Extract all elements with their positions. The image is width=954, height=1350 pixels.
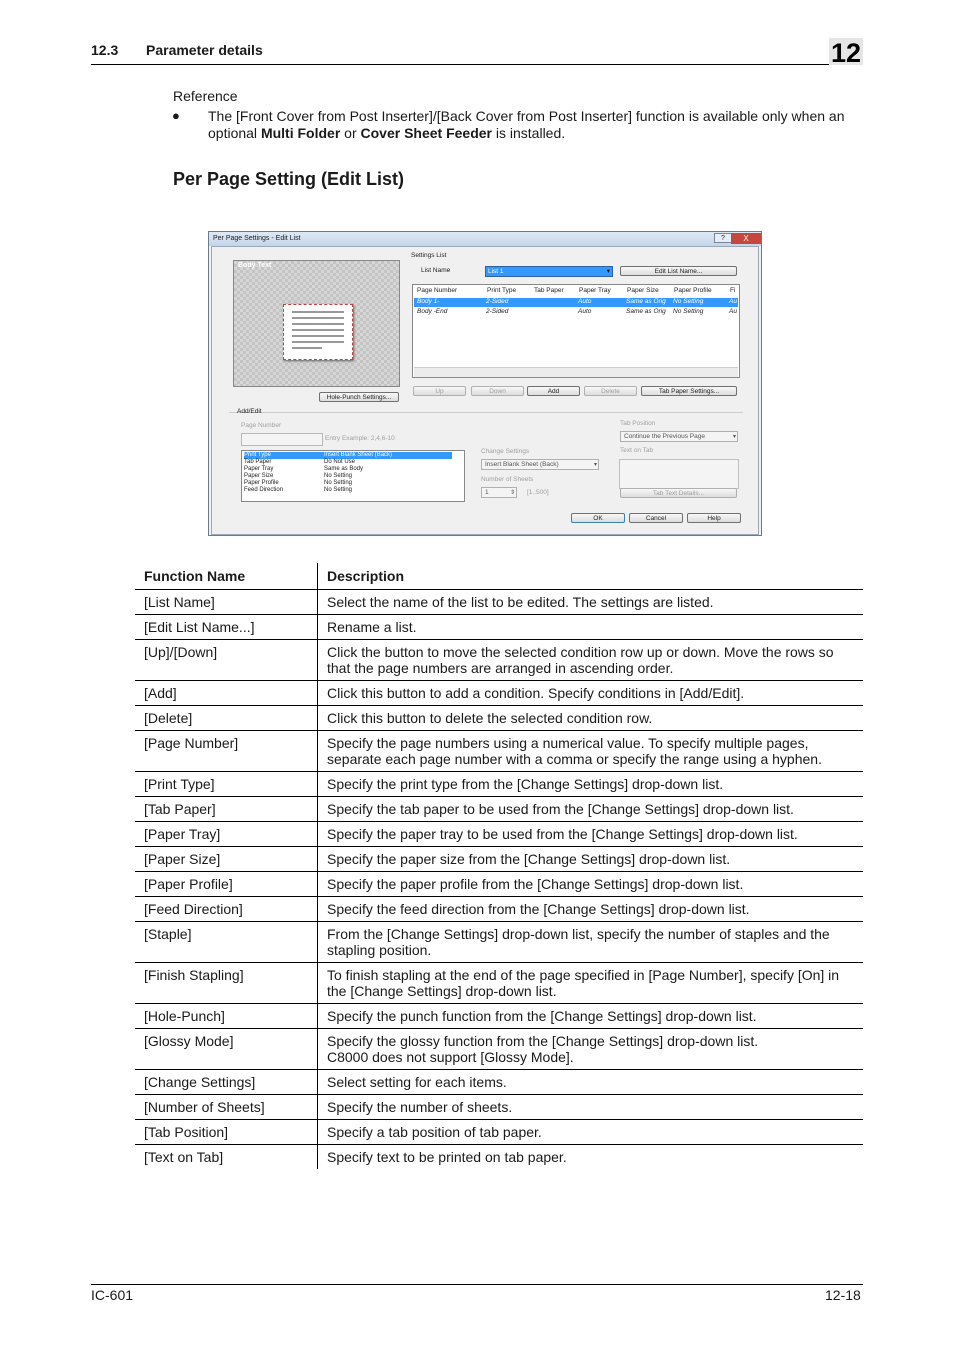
function-name-cell: [Hole-Punch]: [135, 1004, 318, 1029]
description-cell: To finish stapling at the end of the page specified in [Page Number], specify [On] in the [Change Settings] drop-down list.: [318, 963, 864, 1004]
list-item[interactable]: [244, 452, 452, 459]
item-name: Print Type: [244, 452, 271, 458]
table-row: [135, 897, 863, 922]
function-name-cell: [Finish Stapling]: [135, 963, 318, 1004]
table-row: [135, 922, 863, 963]
column-header: Description: [318, 563, 864, 590]
item-value: No Setting: [324, 487, 353, 493]
help-button[interactable]: Help: [687, 513, 741, 523]
reference-text-part: or: [340, 125, 361, 141]
table-row: [135, 822, 863, 847]
bullet-icon: ●: [172, 108, 180, 123]
function-name-cell: [Up]/[Down]: [135, 640, 318, 681]
grid-cell: Au: [729, 298, 737, 305]
footer-rule: [91, 1284, 863, 1285]
tab-position-select[interactable]: [620, 431, 738, 442]
description-cell: Click this button to add a condition. Specify conditions in [Add/Edit].: [318, 681, 864, 706]
grid-row[interactable]: [414, 308, 738, 317]
function-name-cell: [Glossy Mode]: [135, 1029, 318, 1070]
help-icon[interactable]: ?: [714, 233, 732, 243]
description-cell: Specify a tab position of tab paper.: [318, 1120, 864, 1145]
table-row: [135, 797, 863, 822]
table-row: [135, 706, 863, 731]
description-cell: Click the button to move the selected condition row up or down. Move the rows so that the page numbers are arranged in ascending order.: [318, 640, 864, 681]
function-name-cell: [Change Settings]: [135, 1070, 318, 1095]
close-icon[interactable]: X: [731, 233, 761, 244]
chevron-down-icon: ▾: [732, 434, 736, 440]
description-cell: Specify the page numbers using a numerical value. To specify multiple pages, separate each page number with a comma or specify the range using a hyphen.: [318, 731, 864, 772]
table-row: [135, 615, 863, 640]
number-of-sheets-label: Number of Sheets: [481, 476, 534, 483]
list-item[interactable]: [244, 487, 452, 494]
table-row: [135, 847, 863, 872]
table-row: [135, 1070, 863, 1095]
list-item[interactable]: [244, 459, 452, 466]
item-value: No Setting: [324, 473, 353, 479]
entry-example-text: Entry Example: 2,4,6-10: [325, 435, 395, 442]
setting-items-list[interactable]: [241, 450, 465, 502]
table-row: [135, 772, 863, 797]
description-cell: Specify the paper size from the [Change Settings] drop-down list.: [318, 847, 864, 872]
grid-cell: No Setting: [673, 298, 704, 305]
function-name-cell: [Delete]: [135, 706, 318, 731]
item-value: Do Not Use: [324, 459, 356, 465]
description-cell: Select setting for each items.: [318, 1070, 864, 1095]
number-of-sheets-value: 1: [485, 489, 489, 496]
settings-list-label: Settings List: [411, 252, 447, 259]
reference-text-part: is installed.: [492, 125, 566, 141]
reference-text-part: The [Front Cover from Post Inserter]/[Back Cover from Post Inserter] function is available only when an optional: [208, 108, 845, 141]
text-on-tab-input[interactable]: [619, 459, 739, 489]
chevron-down-icon: ▾: [606, 268, 610, 275]
chevron-down-icon: ▾: [593, 462, 597, 468]
function-name-cell: [List Name]: [135, 590, 318, 615]
hole-punch-settings-button[interactable]: Hole-Punch Settings...: [319, 392, 399, 402]
grid-column-header: Page Number: [417, 287, 458, 294]
reference-bold: Multi Folder: [260, 125, 341, 141]
grid-column-header: Tab Paper: [534, 287, 564, 294]
description-cell: Specify the punch function from the [Change Settings] drop-down list.: [318, 1004, 864, 1029]
description-cell: From the [Change Settings] drop-down list, specify the number of staples and the stapling position.: [318, 922, 864, 963]
list-name-value: List 1: [488, 268, 504, 275]
grid-column-header: Print Type: [487, 287, 517, 294]
function-name-cell: [Print Type]: [135, 772, 318, 797]
description-cell: Specify the paper profile from the [Change Settings] drop-down list.: [318, 872, 864, 897]
change-settings-select[interactable]: [481, 459, 599, 470]
add-button[interactable]: Add: [527, 386, 580, 396]
delete-button[interactable]: Delete: [584, 386, 637, 396]
grid-cell: Body 1-: [417, 298, 440, 305]
tab-position-value: Continue the Previous Page: [624, 433, 705, 440]
function-name-cell: [Tab Position]: [135, 1120, 318, 1145]
function-table: [135, 563, 863, 1169]
reference-label: Reference: [173, 88, 238, 104]
item-name: Feed Direction: [244, 487, 284, 493]
edit-list-name-button[interactable]: Edit List Name...: [620, 266, 737, 276]
tab-paper-settings-button[interactable]: Tab Paper Settings...: [641, 386, 737, 396]
description-cell: Specify the print type from the [Change Settings] drop-down list.: [318, 772, 864, 797]
section-number: 12.3: [91, 42, 119, 58]
add-edit-label: Add/Edit: [237, 408, 262, 415]
list-item[interactable]: [244, 466, 452, 473]
list-item[interactable]: [244, 473, 452, 480]
grid-cell: Body -End: [417, 308, 448, 315]
table-row: [135, 872, 863, 897]
page-number-label: Page Number: [241, 422, 282, 429]
grid-column-header: Paper Tray: [579, 287, 611, 294]
function-name-cell: [Paper Tray]: [135, 822, 318, 847]
grid-cell: Auto: [578, 308, 592, 315]
chapter-number-badge: 12: [830, 38, 862, 68]
item-name: Paper Profile: [244, 480, 279, 486]
spinner-arrows-icon: ⇕: [509, 490, 515, 496]
text-on-tab-label: Text on Tab: [620, 447, 654, 454]
table-body: [135, 590, 863, 1170]
grid-cell: Same as Orig: [626, 308, 666, 315]
number-of-sheets-range: [1..500]: [527, 489, 549, 496]
function-name-cell: [Staple]: [135, 922, 318, 963]
table-row: [135, 590, 863, 615]
number-of-sheets-stepper[interactable]: [481, 487, 517, 498]
function-name-cell: [Text on Tab]: [135, 1145, 318, 1170]
item-name: Paper Size: [244, 473, 274, 479]
table-row: [135, 963, 863, 1004]
grid-cell: Same as Orig: [626, 298, 666, 305]
item-name: Tab Paper: [244, 459, 272, 465]
function-name-cell: [Paper Size]: [135, 847, 318, 872]
item-value: Insert Blank Sheet (Back): [324, 452, 393, 458]
function-name-cell: [Paper Profile]: [135, 872, 318, 897]
preview-label: Body Text: [238, 262, 272, 269]
grid-row[interactable]: [414, 298, 738, 307]
reference-bold: Cover Sheet Feeder: [360, 125, 492, 141]
preview-page-icon: [283, 304, 353, 360]
section-heading: Per Page Setting (Edit List): [173, 169, 405, 189]
per-page-settings-dialog: [208, 231, 762, 536]
table-row: [135, 1145, 863, 1170]
function-name-cell: [Add]: [135, 681, 318, 706]
table-row: [135, 1004, 863, 1029]
description-cell: Specify text to be printed on tab paper.: [327, 1149, 567, 1165]
function-name-cell: [Edit List Name...]: [135, 615, 318, 640]
item-value: No Setting: [324, 480, 353, 486]
table-header-row: [135, 563, 863, 590]
description-cell: Specify the paper tray to be used from the [Change Settings] drop-down list.: [318, 822, 864, 847]
page-number-input[interactable]: [241, 433, 323, 446]
table-row: [135, 1029, 863, 1070]
table-row: [135, 640, 863, 681]
table-row: [135, 1120, 863, 1145]
list-name-label: List Name: [421, 267, 451, 274]
up-button[interactable]: Up: [413, 386, 466, 396]
footer-product: IC-601: [91, 1287, 134, 1303]
tab-text-details-button[interactable]: Tab Text Details...: [620, 488, 737, 498]
table-row: [135, 731, 863, 772]
settings-grid: [412, 284, 740, 378]
dialog-titlebar: [209, 232, 761, 246]
grid-column-header: Paper Size: [627, 287, 659, 294]
function-name-cell: [Number of Sheets]: [135, 1095, 318, 1120]
description-cell: Specify the number of sheets.: [318, 1095, 864, 1120]
grid-cell: Au: [729, 308, 737, 315]
item-value: Same as Body: [324, 466, 364, 472]
page-number: 12-18: [825, 1287, 861, 1303]
description-cell: Click this button to delete the selected condition row.: [318, 706, 864, 731]
table-row: [135, 1095, 863, 1120]
description-cell: Select the name of the list to be edited. The settings are listed.: [318, 590, 864, 615]
function-name-cell: [Page Number]: [135, 731, 318, 772]
description-cell: Specify the tab paper to be used from the [Change Settings] drop-down list.: [318, 797, 864, 822]
down-button[interactable]: Down: [471, 386, 524, 396]
item-name: Paper Tray: [244, 466, 274, 472]
grid-cell: 2-Sided: [486, 308, 509, 315]
grid-horizontal-scrollbar[interactable]: [414, 367, 738, 377]
cancel-button[interactable]: Cancel: [629, 513, 683, 523]
dialog-title: Per Page Settings - Edit List: [213, 235, 301, 242]
grid-cell: 2-Sided: [486, 298, 509, 305]
section-title: Parameter details: [146, 42, 263, 58]
list-item[interactable]: [244, 480, 452, 487]
change-settings-value: Insert Blank Sheet (Back): [485, 461, 559, 468]
function-name-cell: [Tab Paper]: [135, 797, 318, 822]
description-cell: Specify the feed direction from the [Change Settings] drop-down list.: [318, 897, 864, 922]
ok-button[interactable]: OK: [571, 513, 625, 523]
function-name-cell: [Feed Direction]: [135, 897, 318, 922]
description-cell: Rename a list.: [318, 615, 864, 640]
grid-cell: No Setting: [673, 308, 704, 315]
grid-cell: Auto: [578, 298, 592, 305]
change-settings-label: Change Settings: [481, 448, 530, 455]
reference-text: [208, 108, 864, 142]
table-row: [135, 681, 863, 706]
list-name-select[interactable]: [485, 266, 613, 277]
tab-position-label: Tab Position: [620, 420, 656, 427]
grid-column-header: Paper Profile: [674, 287, 712, 294]
header-rule: [91, 64, 863, 65]
grid-column-header: Fi: [730, 287, 736, 294]
description-cell: Specify the glossy function from the [Change Settings] drop-down list. C8000 does not support [Glossy Mode].: [318, 1029, 864, 1070]
column-header: Function Name: [135, 563, 318, 590]
